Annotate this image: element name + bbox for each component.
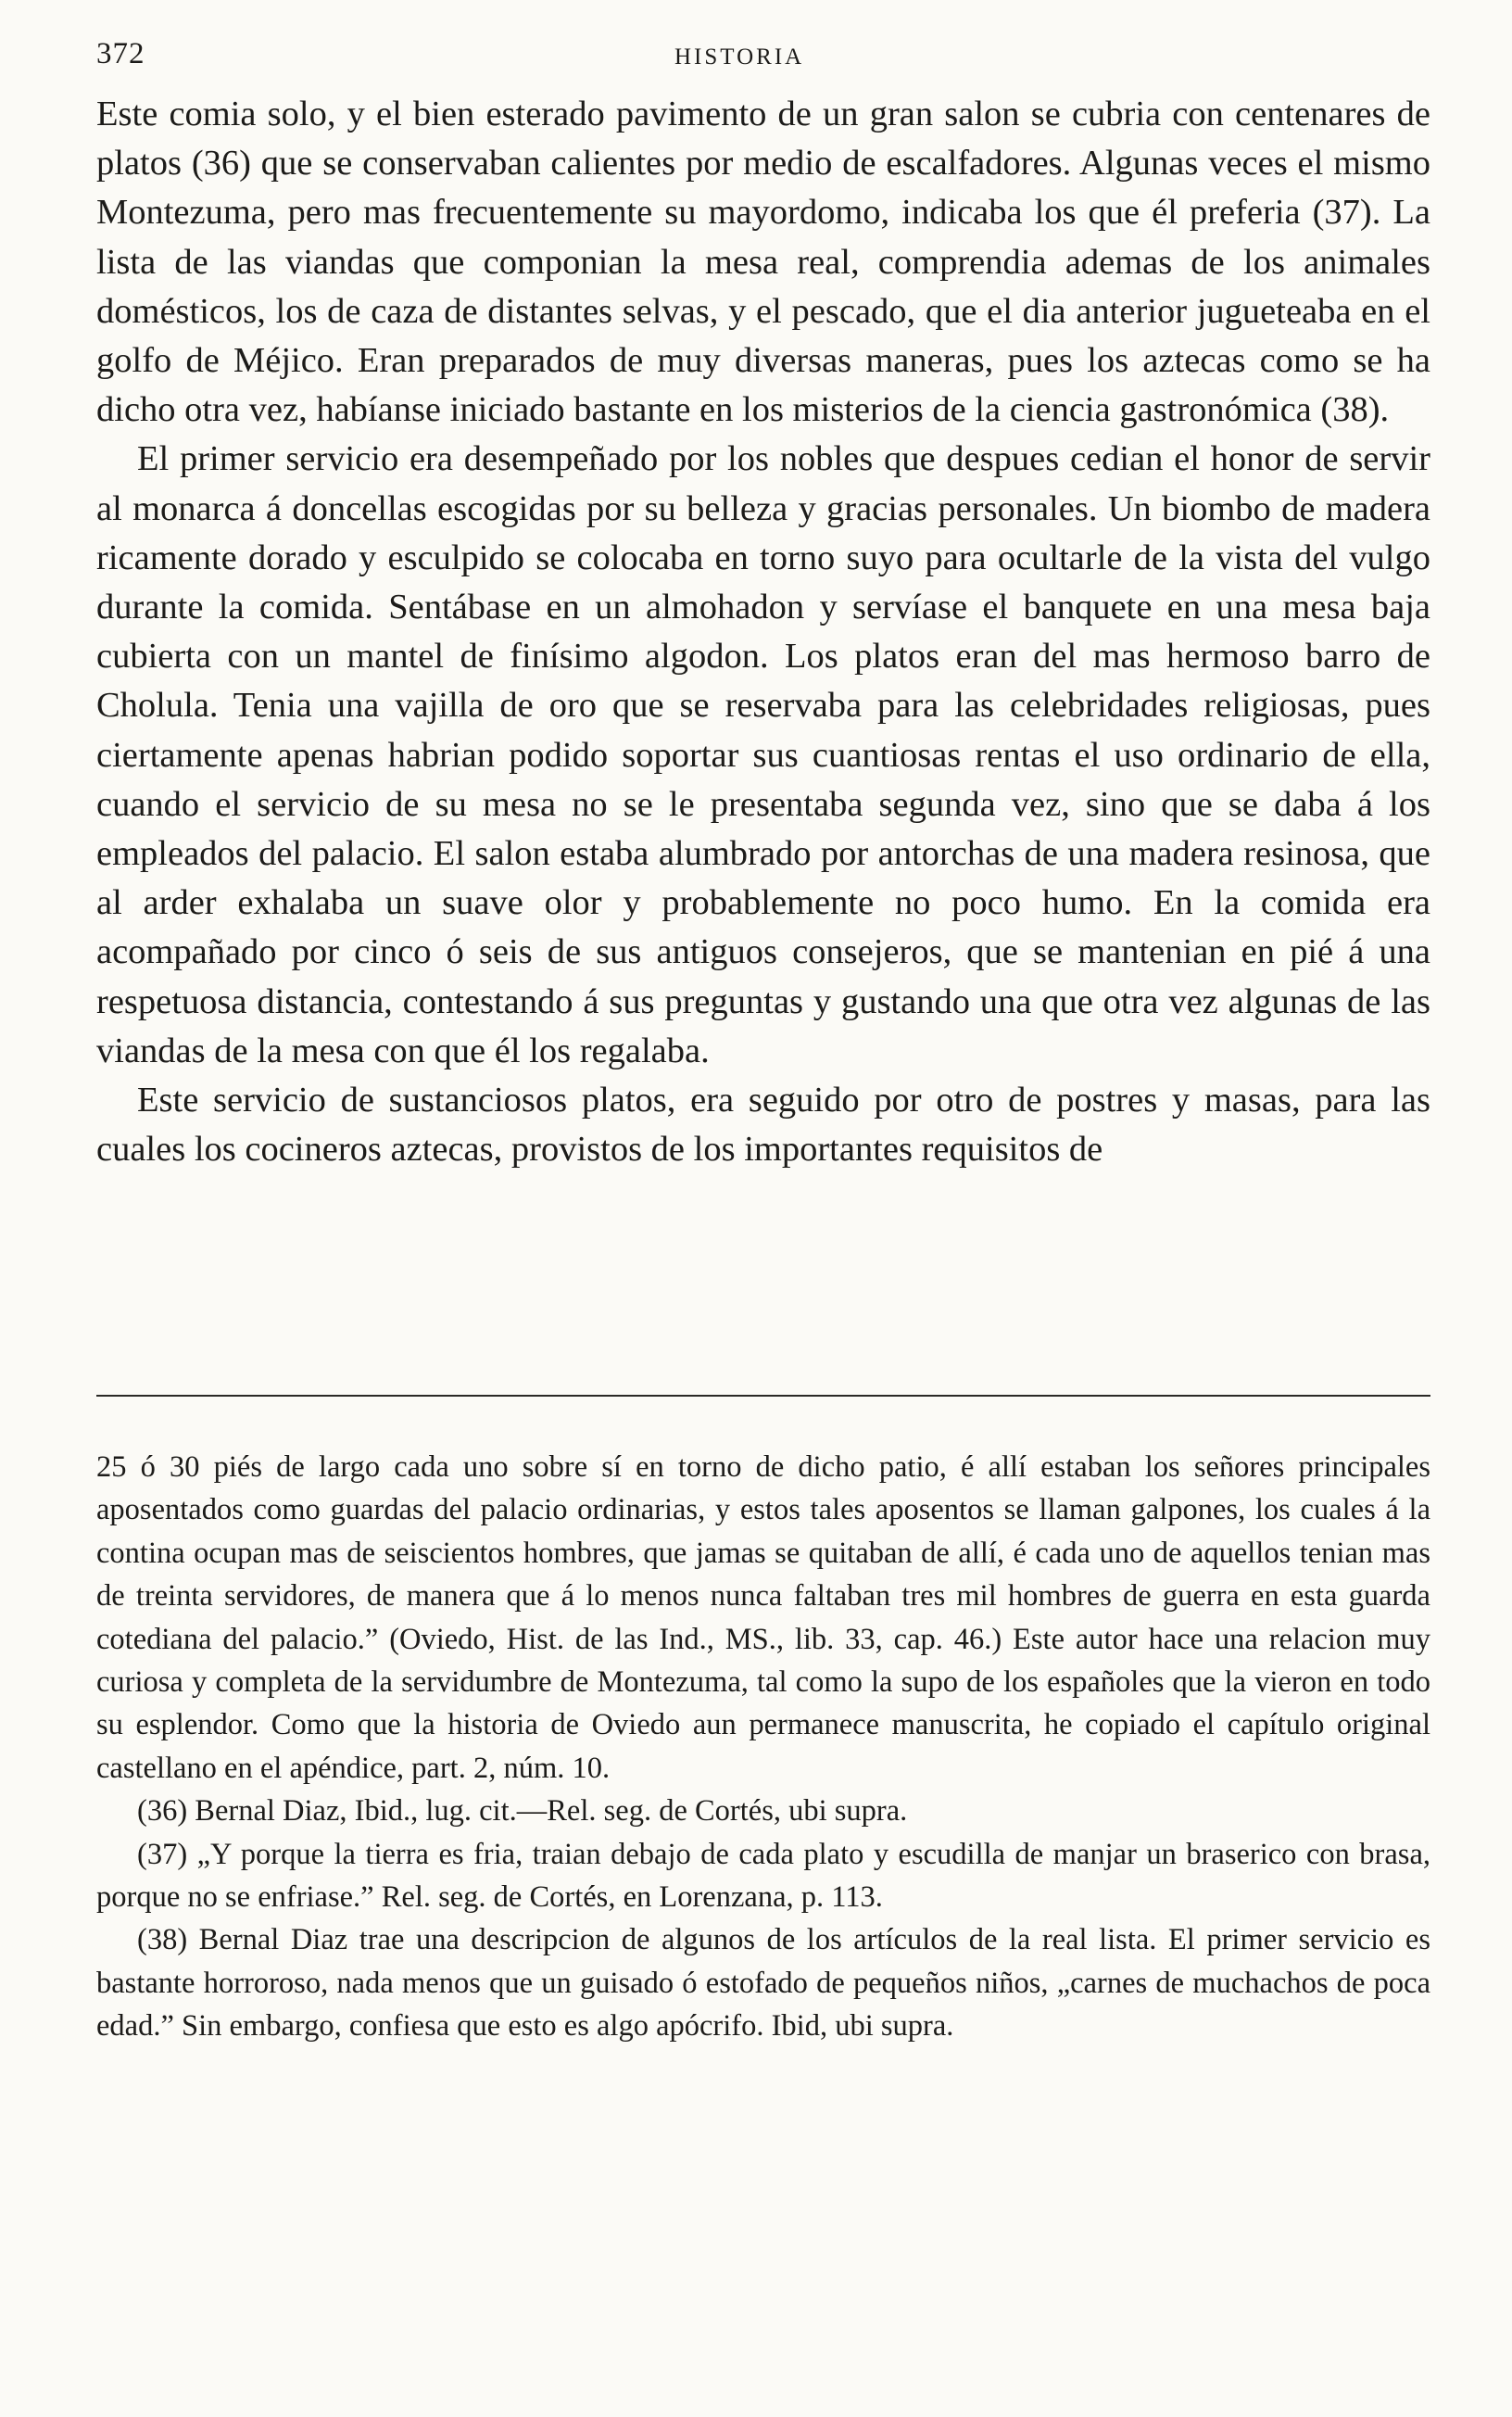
footnote-continuation: 25 ó 30 piés de largo cada uno sobre sí en torno de dicho patio, é allí estaban los señores principales aposentados como guardas del palacio ordinarias, y estos tales aposentos se llaman galpones, los cuales á la contina ocupan mas de seiscientos hombres, que jamas se quitaban de allí, é cada uno de aquellos tenian mas de treinta servidores, de manera que á lo menos nunca faltaban tres mil hombres de guerra en esta guarda cotediana del palacio.” (Oviedo, Hist. de las Ind., MS., lib. 33, cap. 46.) Este autor hace una relacion muy curiosa y completa de la servidumbre de Montezuma, tal como la supo de los españoles que la vieron en todo su esplendor. Como que la historia de Oviedo aun permanece manuscrita, he copiado el capítulo original castellano en el apéndice, part. 2, núm. 10. — [96, 1450, 1430, 1785]
footnote-36: (36) Bernal Diaz, Ibid., lug. cit.—Rel. seg. de Cortés, ubi supra. — [137, 1794, 908, 1829]
body-paragraph: El primer servicio era desempeñado por los nobles que despues cedian el honor de servir al monarca á doncellas escogidas por su belleza y gracias personales. Un biombo de madera ricamente dorado y esculpido se colocaba en torno suyo para ocultarle de la vista del vulgo durante la comida. Sentábase en un almohadon y servíase el banquete en una mesa baja cubierta con un mantel de finísimo algodon. Los platos eran del mas hermoso barro de Cholula. Tenia una vajilla de oro que se reservaba para las celebridades religiosas, pues ciertamente apenas habrian podido soportar sus cuantiosas rentas el uso ordinario de ella, cuando el servicio de su mesa no se le presentaba segunda vez, sino que se daba á los empleados del palacio. El salon estaba alumbrado por antorchas de una madera resinosa, que al arder exhalaba un suave olor y probablemente no poco humo. En la comida era acompañado por cinco ó seis de sus antiguos consejeros, que se mantenian en pié á una respetuosa distancia, contestando á sus preguntas y gustando una que otra vez algunas de las viandas de la mesa con que él los regalaba. — [96, 439, 1430, 1070]
body-paragraph: Este servicio de sustanciosos platos, era seguido por otro de postres y masas, para las cuales los cocineros aztecas, provistos de los importantes requisitos de — [96, 1081, 1430, 1170]
page-header — [96, 37, 1430, 78]
page-number: 372 — [96, 37, 145, 70]
footnote-37: (37) „Y porque la tierra es fria, traian debajo de cada plato y escudilla de manjar un braserico con brasa, porque no se enfriase.” Rel. seg. de Cortés, en Lorenzana, p. 113. — [96, 1837, 1430, 1915]
footnote-divider — [96, 1395, 1430, 1397]
footnote-38: (38) Bernal Diaz trae una descripcion de algunos de los artículos de la real lista. El primer servicio es bastante horroroso, nada menos que un guisado ó estofado de pequeños niños, „carnes de muchachos de poca edad.” Sin embargo, confiesa que esto es algo apócrifo. Ibid, ubi supra. — [96, 1923, 1430, 2044]
footnotes — [96, 1446, 1430, 2048]
body-paragraph: Este comia solo, y el bien esterado pavimento de un gran salon se cubria con centenares de platos (36) que se conservaban calientes por medio de escalfadores. Algunas veces el mismo Montezuma, pero mas frecuentemente su mayordomo, indicaba los que él preferia (37). La lista de las viandas que componian la mesa real, comprendia ademas de los animales domésticos, los de caza de distantes selvas, y el pescado, que el dia anterior jugueteaba en el golfo de Méjico. Eran preparados de muy diversas maneras, pues los aztecas como se ha dicho otra vez, habíanse iniciado bastante en los misterios de la ciencia gastronómica (38). — [96, 95, 1430, 430]
body-text — [96, 90, 1430, 1174]
running-title: HISTORIA — [674, 44, 805, 70]
